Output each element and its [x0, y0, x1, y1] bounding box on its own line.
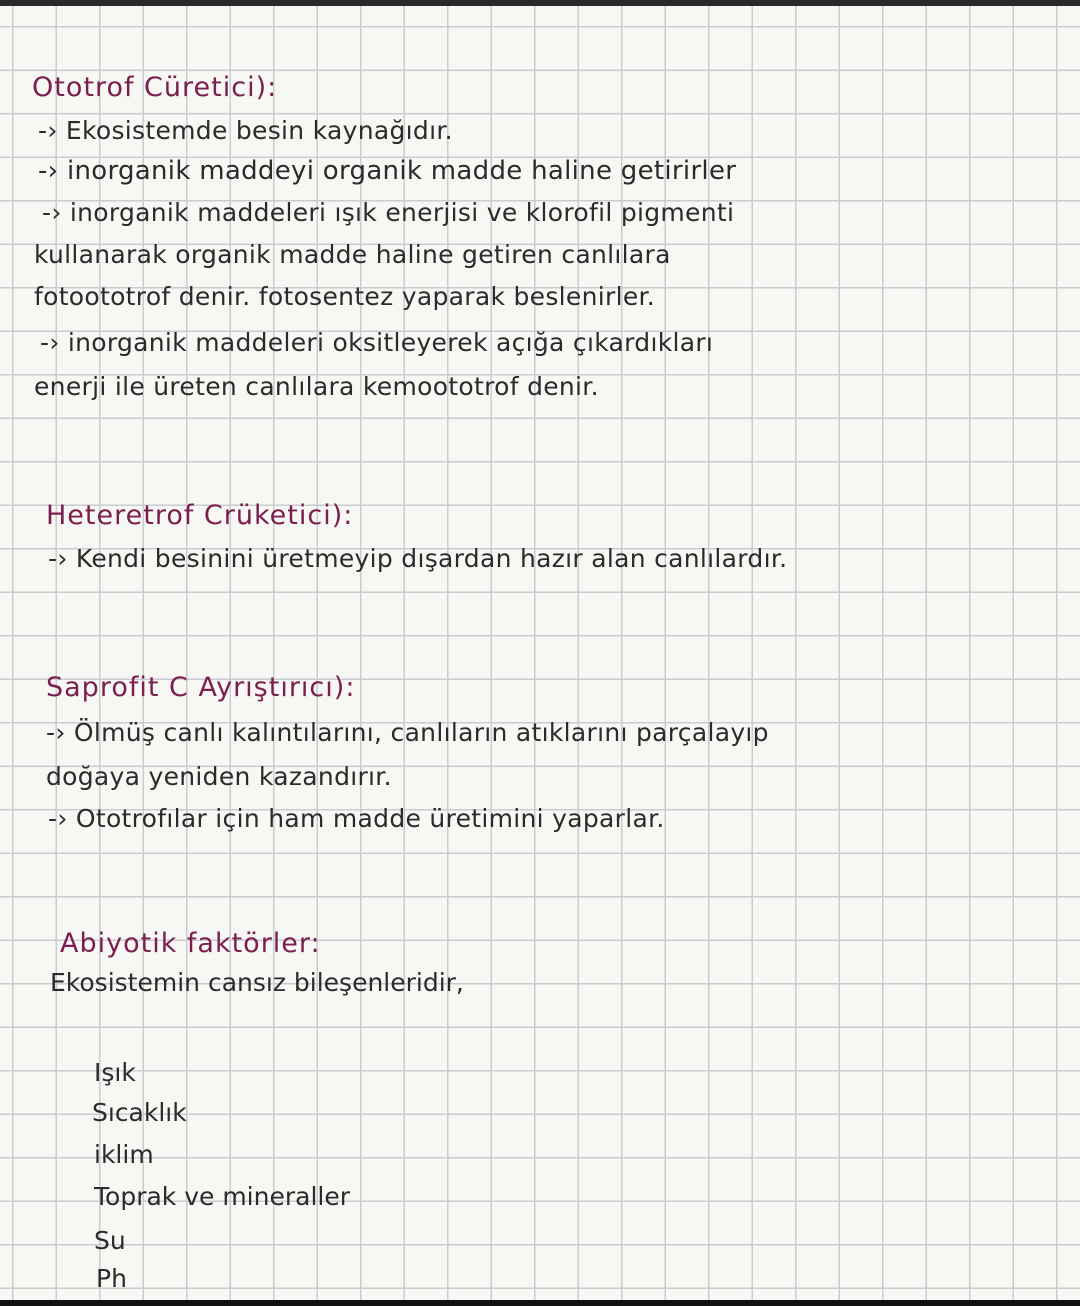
abiyotik-description: Ekosistemin cansız bileşenleridir, — [50, 968, 464, 997]
heading-heterotrof: Heteretrof Crüketici): — [46, 500, 354, 531]
ototrof-line-2: -› inorganik maddeyi organik madde haline getirirler — [38, 156, 737, 186]
abiyotik-item-isik: Işık — [94, 1058, 136, 1087]
ototrof-line-6: -› inorganik maddeleri oksitleyerek açığa çıkardıkları — [40, 328, 714, 357]
abiyotik-item-toprak: Toprak ve mineraller — [94, 1182, 351, 1211]
saprofit-line-1: -› Ölmüş canlı kalıntılarını, canlıların atıklarını parçalayıp — [46, 718, 769, 747]
abiyotik-item-ph: Ph — [96, 1264, 127, 1293]
saprofit-line-2: doğaya yeniden kazandırır. — [46, 762, 392, 791]
ototrof-line-3: -› inorganik maddeleri ışık enerjisi ve klorofil pigmenti — [42, 198, 735, 227]
heading-abiyotik: Abiyotik faktörler: — [60, 928, 321, 959]
abiyotik-item-sicaklik: Sıcaklık — [92, 1098, 187, 1127]
heading-ototrof: Ototrof Cüretici): — [32, 72, 278, 103]
abiyotik-item-su: Su — [94, 1226, 126, 1255]
abiyotik-item-iklim: iklim — [94, 1140, 154, 1169]
ototrof-line-5: fotoototrof denir. fotosentez yaparak beslenirler. — [34, 282, 656, 311]
heterotrof-line-1: -› Kendi besinini üretmeyip dışardan hazır alan canlılardır. — [48, 544, 788, 573]
heading-saprofit: Saprofit C Ayrıştırıcı): — [46, 672, 356, 703]
ototrof-line-1: -› Ekosistemde besin kaynağıdır. — [38, 116, 453, 145]
ototrof-line-7: enerji ile üreten canlılara kemoototrof denir. — [34, 372, 599, 401]
saprofit-line-3: -› Ototrofılar için ham madde üretimini yaparlar. — [48, 804, 665, 833]
notebook-page — [0, 6, 1080, 1300]
photo-bottom-edge — [0, 1300, 1080, 1306]
ototrof-line-4: kullanarak organik madde haline getiren canlılara — [34, 240, 671, 269]
